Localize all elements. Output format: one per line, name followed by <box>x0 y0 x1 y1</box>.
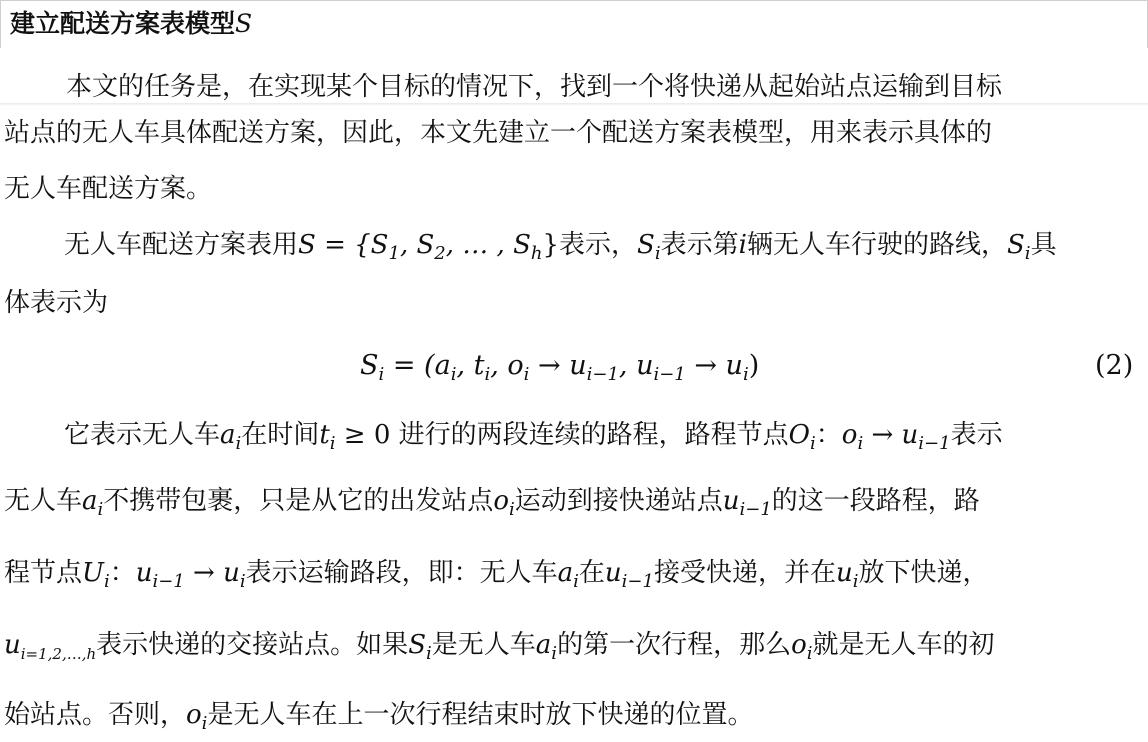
equation-2: $S_i = (a_i$, $t_i$, $o_i \to u_{i-1}$, $u_{i-1} \to u_i$) <box>360 350 760 385</box>
section-title: 建立配送方案表模型S <box>10 9 253 38</box>
para3-line1: 它表示无人车$a_i$在时间$t_i \ge 0$ 进行的两段连续的路程，路程节点$O_i$：$o_i \to u_{i-1}$表示 <box>64 420 1003 454</box>
para1-line2: 站点的无人车具体配送方案，因此，本文先建立一个配送方案表模型，用来表示具体的 <box>4 118 993 148</box>
equation-number: (2) <box>1095 350 1134 381</box>
para1-line1: 本文的任务是，在实现某个目标的情况下，找到一个将快递从起始站点运输到目标 <box>66 72 1003 102</box>
para1-line3: 无人车配送方案。 <box>4 174 213 204</box>
para3-line3: 程节点$U_i$：$u_{i-1} \to u_i$表示运输路段，即：无人车$a_i$在$u_{i-1}$接受快递，并在$u_i$放下快递， <box>4 558 989 592</box>
para2-line2: 体表示为 <box>4 288 109 318</box>
para3-line5: 始站点。否则，$o_i$是无人车在上一次行程结束时放下快递的位置。 <box>4 700 754 734</box>
para3-line4: $u_{i=1,2,\dots,h}$表示快递的交接站点。如果$S_i$是无人车$a_i$的第一次行程，那么$o_i$就是无人车的初 <box>4 630 995 664</box>
para2-line1: 无人车配送方案表用$S = \{S_1$, $S_2$, … , $S_h$}表示，$S_i$表示第i辆无人车行驶的路线，$S_i$具 <box>64 230 1057 264</box>
para3-line2: 无人车$a_i$不携带包裹，只是从它的出发站点$o_i$运动到接快递站点$u_{i-1}$的这一段路程，路 <box>4 486 980 520</box>
